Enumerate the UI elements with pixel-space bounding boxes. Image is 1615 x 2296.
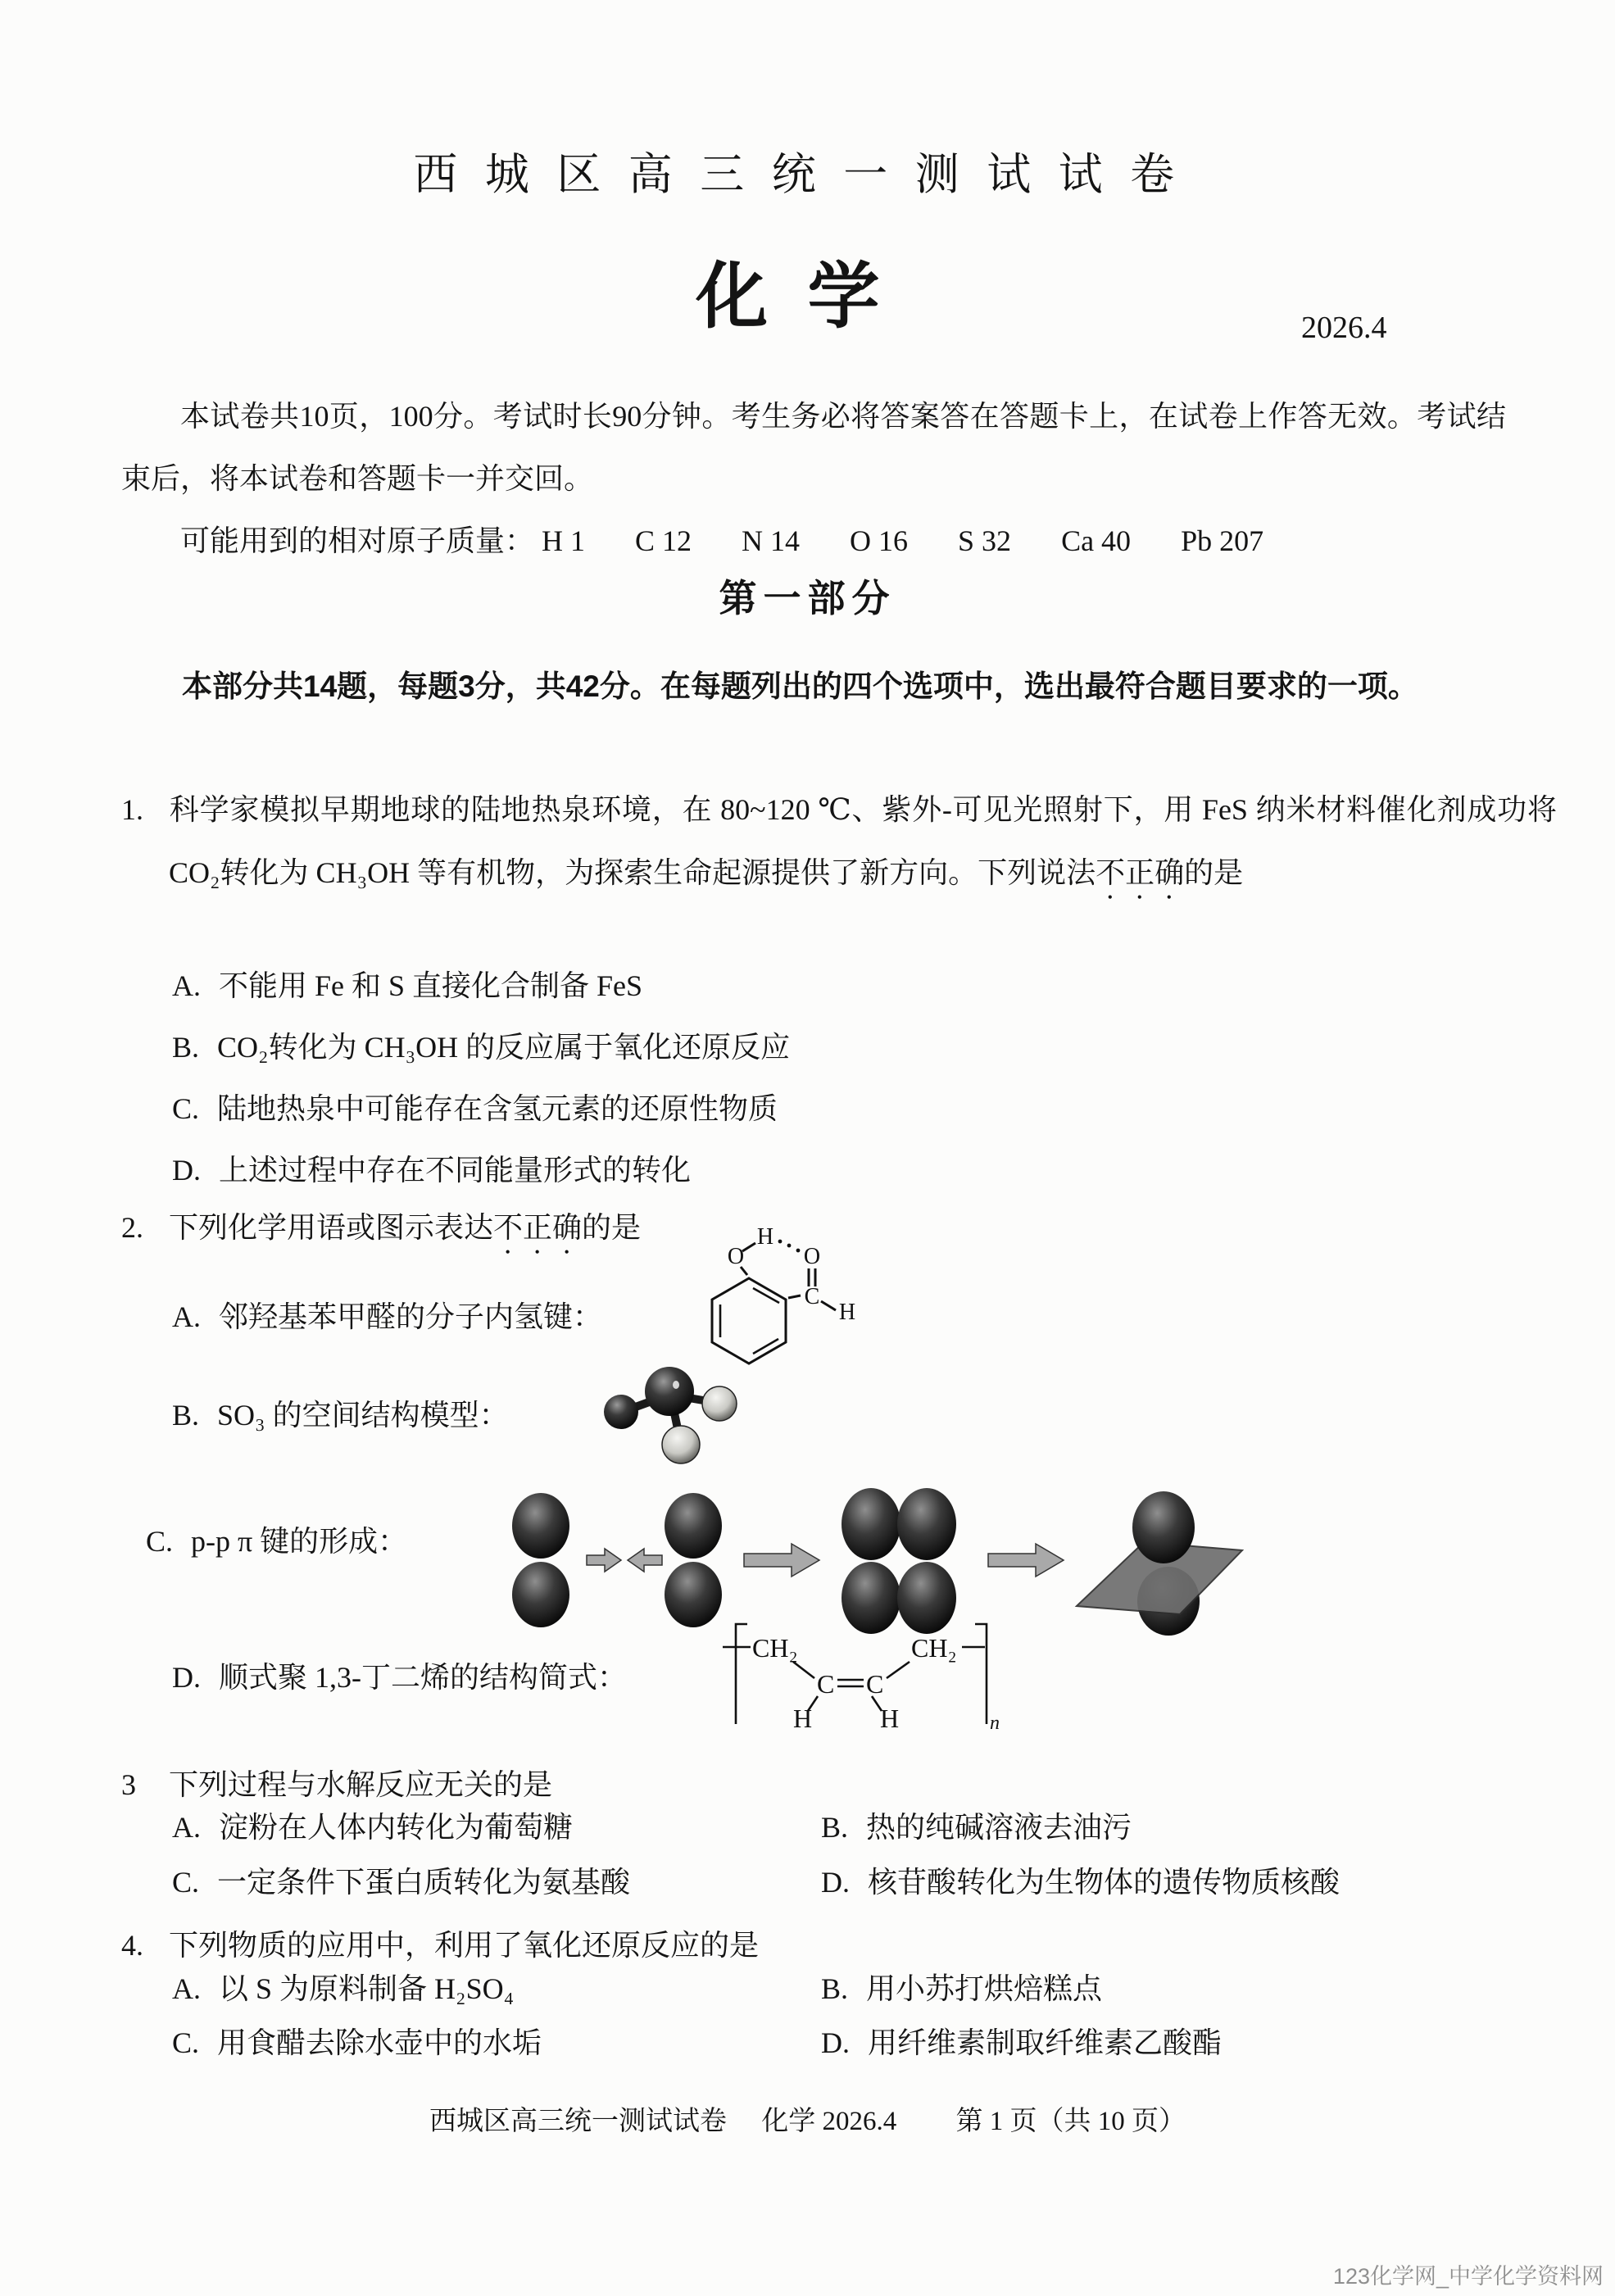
question-text-emphasis: 不正确 (1096, 856, 1185, 889)
p-p-pi-bond-formation-diagram (498, 1485, 1244, 1640)
question-number: 3 (121, 1768, 136, 1801)
atomic-mass-item: O 16 (850, 524, 909, 557)
q3-option-d (821, 1862, 1340, 1903)
q2-option-d (172, 1657, 627, 1698)
atomic-mass-item: N 14 (742, 524, 801, 557)
option-text: 用纤维素制取纤维素乙酸酯 (868, 2026, 1223, 2059)
p-orbital-2 (665, 1493, 722, 1627)
q1-option-d (172, 1150, 691, 1191)
footer-page-number: 第 1 页（共 10 页） (955, 2107, 1186, 2136)
hydrogen-atom: H (880, 1704, 900, 1732)
q1-option-a (172, 965, 642, 1006)
left-arrow-icon (628, 1549, 662, 1572)
q1-option-c (172, 1088, 778, 1129)
option-text: 用小苏打烘焙糕点 (866, 1972, 1103, 2005)
option-label: D. (172, 1154, 201, 1187)
option-label: A. (172, 1811, 201, 1844)
q2-option-a (172, 1296, 602, 1337)
atom-o-hydroxyl: O (727, 1244, 745, 1269)
right-arrow-icon (744, 1544, 819, 1577)
site-watermark: 123化学网_中学化学资料网 (1332, 2264, 1604, 2289)
question-1-stem (121, 778, 1557, 905)
option-text: 一定条件下蛋白质转化为氨基酸 (217, 1866, 631, 1899)
option-label: C. (172, 1866, 200, 1899)
option-text: 不能用 Fe 和 S 直接化合制备 FeS (219, 969, 643, 1002)
question-text-emphasis: 不正确 (493, 1211, 583, 1244)
so3-ball-stick-model-diagram (600, 1354, 744, 1482)
p-orbital-1 (512, 1493, 569, 1627)
option-label: B. (821, 1972, 849, 2005)
question-number: 4. (121, 1929, 143, 1962)
pi-bond-with-nodal-plane (1077, 1491, 1242, 1636)
atomic-mass-item: C 12 (635, 524, 692, 557)
atom-h-aldehyde: H (838, 1300, 856, 1325)
q4-option-b (821, 1968, 1102, 2009)
ch2-group-left: CH₂ (752, 1633, 798, 1663)
oxygen-atom-sphere (702, 1386, 737, 1421)
option-label: B. (172, 1399, 200, 1432)
option-label: D. (172, 1661, 201, 1694)
option-text: 邻羟基苯甲醛的分子内氢键： (219, 1300, 603, 1333)
option-label: A. (172, 1300, 201, 1333)
option-text: 陆地热泉中可能存在含氢元素的还原性物质 (217, 1092, 778, 1125)
atom-o-carbonyl: O (803, 1244, 821, 1269)
option-text: 热的纯碱溶液去油污 (866, 1811, 1132, 1844)
q4-option-c (172, 2022, 542, 2063)
option-text: 淀粉在人体内转化为葡萄糖 (219, 1811, 574, 1844)
option-label: D. (821, 1866, 850, 1899)
carbon-atom: C (866, 1669, 884, 1699)
q3-option-c (172, 1862, 630, 1903)
sulfur-atom-sphere (645, 1367, 694, 1416)
option-label: A. (172, 1972, 201, 2005)
q4-option-a (172, 1968, 514, 2009)
footer-paper-name: 西城区高三统一测试试卷 (429, 2107, 727, 2136)
left-bracket (736, 1624, 747, 1724)
option-text: 用食醋去除水壶中的水垢 (217, 2026, 542, 2059)
q3-option-a (172, 1807, 573, 1848)
pi-bond-lobes (842, 1488, 956, 1634)
right-arrow-icon (988, 1544, 1064, 1577)
atomic-mass-item: Pb 207 (1181, 524, 1264, 557)
salicylaldehyde-hbond-structure-diagram (698, 1221, 872, 1375)
ch2-group-right: CH₂ (911, 1633, 957, 1663)
option-text: 上述过程中存在不同能量形式的转化 (219, 1154, 692, 1187)
option-text: SO₃ 的空间结构模型： (217, 1399, 509, 1432)
option-text: 顺式聚 1,3-丁二烯的结构简式： (219, 1661, 627, 1694)
q4-option-d (821, 2022, 1222, 2063)
q3-option-b (821, 1807, 1132, 1848)
atomic-mass-item: H 1 (542, 524, 586, 557)
option-label: A. (172, 969, 201, 1002)
option-label: C. (172, 2026, 200, 2059)
question-text: 科学家模拟早期地球的陆地热泉环境，在 80~120 ℃、紫外-可见光照射下，用 FeS 纳米材料催化剂成功将 CO₂转化为 CH₃OH 等有机物，为探索生命起源提供了新方向。下列说法 (169, 793, 1557, 889)
hydrogen-atom: H (793, 1704, 813, 1732)
cis-polybutadiene-structure-diagram (718, 1619, 1005, 1732)
option-label: D. (821, 2026, 850, 2059)
q2-option-b (172, 1395, 509, 1436)
subject-title: 化学 (696, 256, 919, 337)
exam-date: 2026.4 (1301, 311, 1387, 345)
question-text: 的是 (582, 1211, 642, 1244)
question-text: 下列化学用语或图示表达 (169, 1211, 494, 1244)
question-text: 下列过程与水解反应无关的是 (169, 1768, 553, 1801)
page-footer (0, 2103, 1615, 2140)
option-label: B. (821, 1811, 849, 1844)
option-label: B. (172, 1031, 200, 1064)
option-text: 以 S 为原料制备 H₂SO₄ (219, 1972, 515, 2005)
atomic-masses-label: 可能用到的相对原子质量： (180, 524, 535, 557)
atom-c-carbonyl: C (804, 1284, 820, 1309)
paper-title: 西城区高三统一测试试卷 (413, 150, 1202, 199)
oxygen-atom-sphere (604, 1395, 638, 1429)
question-text: 的是 (1184, 856, 1244, 889)
option-label: C. (172, 1092, 200, 1125)
subscript-n: n (990, 1713, 1000, 1732)
part1-heading: 第一部分 (719, 577, 896, 619)
part1-instructions: 本部分共14题，每题3分，共42分。在每题列出的四个选项中，选出最符合题目要求的一项。 (182, 669, 1418, 703)
footer-subject-date: 化学 2026.4 (761, 2107, 897, 2136)
question-text: 下列物质的应用中，利用了氧化还原反应的是 (169, 1929, 760, 1962)
atomic-masses-line (121, 510, 1565, 572)
exam-instructions: 本试卷共10页，100分。考试时长90分钟。考生务必将答案答在答题卡上，在试卷上作答无效。考试结束后，将本试卷和答题卡一并交回。 (121, 400, 1506, 495)
right-bracket (975, 1624, 987, 1724)
oxygen-atom-sphere (662, 1426, 700, 1463)
question-number: 2. (121, 1211, 143, 1244)
option-text: CO₂转化为 CH₃OH 的反应属于氧化还原反应 (217, 1031, 791, 1064)
question-number: 1. (121, 793, 143, 826)
q1-option-b (172, 1027, 790, 1068)
right-arrow-icon (587, 1549, 621, 1572)
carbon-atom: C (817, 1669, 835, 1699)
option-label: C. (146, 1525, 174, 1558)
option-text: p-p π 键的形成： (191, 1525, 408, 1558)
atom-h-hydroxyl: H (756, 1224, 774, 1250)
atomic-mass-item: S 32 (958, 524, 1012, 557)
option-text: 核苷酸转化为生物体的遗传物质核酸 (868, 1866, 1341, 1899)
atomic-mass-item: Ca 40 (1061, 524, 1132, 557)
q2-option-c (146, 1521, 407, 1562)
